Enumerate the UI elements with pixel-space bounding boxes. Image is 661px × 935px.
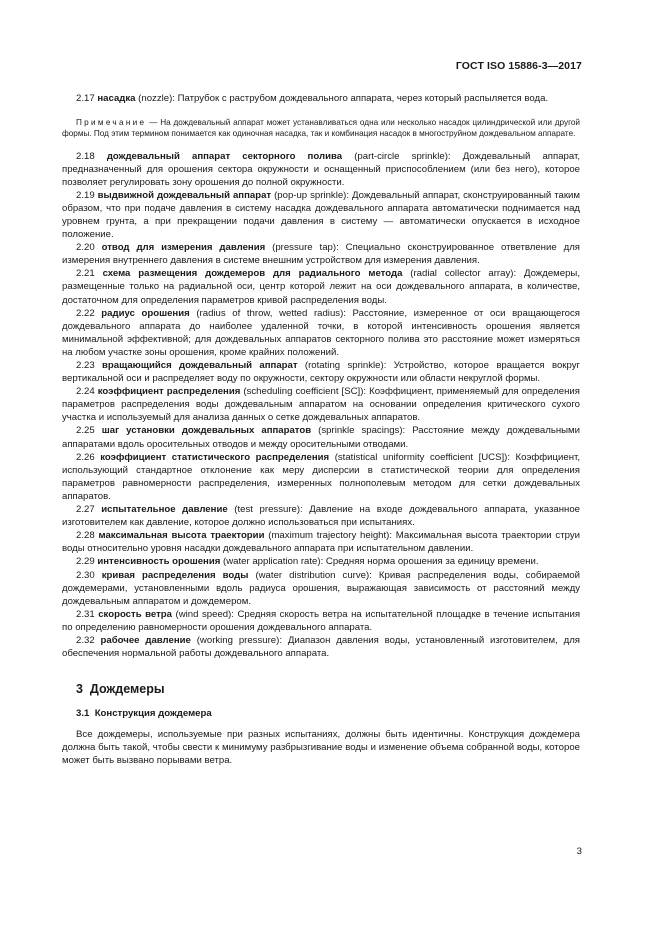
page-number: 3 (576, 846, 582, 857)
term-2-20: 2.20 отвод для измерения давления (pressure tap): Специально сконструированное ответвление для измерения внутреннего давления в системе внешним устройством для измерения давления. (62, 242, 580, 267)
term-2-27: 2.27 испытательное давление (test pressure): Давление на входе дождевального аппарата, указанное изготовителем как давление, которое должно использоваться при испытаниях. (62, 504, 580, 529)
note-text: — На дождевальный аппарат может устанавливаться одна или несколько насадок цилиндрической или другой формы. Под этим термином понимается как одиночная насадка, так и комбинация насадок в многоструйном дождевальном аппарате. (62, 118, 580, 139)
note-label: Примечание (76, 118, 147, 128)
term-2-18: 2.18 дождевальный аппарат секторного полива (part-circle sprinkle): Дождевальный аппарат, предназначенный для орошения сектора окружности и оснащенный приспособлением (или без него), которое позволяет регулировать зону орошения до полной окружности. (62, 150, 580, 188)
term-2-21: 2.21 схема размещения дождемеров для радиального метода (radial collector array): Дождемеры, размещенные только на радиальной оси, центр которой лежит на оси дождевального аппарата, в количестве, достаточном для определения параметров кривой распределения воды. (62, 268, 580, 306)
document-body (62, 92, 580, 767)
term-2-19: 2.19 выдвижной дождевальный аппарат (pop-up sprinkle): Дождевальный аппарат, сконструированный таким образом, что при подаче давления в систему насадка дождевального аппарата автоматически поднимается над уровнем грунта, а при прекращении подачи давления в систему — автоматически опускается в исходное положение. (62, 189, 580, 241)
section-body: Все дождемеры, используемые при разных испытаниях, должны быть идентичны. Конструкция дождемера должна быть такой, чтобы свести к минимуму разбрызгивание воды и изменение объема собранной воды, которое может быть вызвано порывами ветра. (62, 729, 580, 767)
term-2-22: 2.22 радиус орошения (radius of throw, wetted radius): Расстояние, измеренное от оси вращающегося дождевального аппарата до наиболее удаленной точки, в которой интенсивность орошения является минимальной эффективной; для дождевальных аппаратов секторного полива это расстояние может измеряться на любом участке зоны орошения, кроме крайних положений. (62, 307, 581, 358)
term-2-32: 2.32 рабочее давление (working pressure): Диапазон давления воды, установленный изготовителем, для обеспечения нормальной работы дождевального аппарата. (62, 634, 580, 660)
term-2-17: 2.17 насадка (nozzle): Патрубок с раструбом дождевального аппарата, через который распыляется вода. (76, 93, 549, 104)
term-2-29: 2.29 интенсивность орошения (water application rate): Средняя норма орошения за единицу времени. (76, 556, 539, 568)
term-2-30: 2.30 кривая распределения воды (water distribution curve): Кривая распределения воды, собираемой дождемерами, установленными вдоль радиуса орошения, выражающая зависимость от расстояний между дождевальным аппаратом и дождемером. (62, 569, 580, 607)
section-heading: 3 Дождемеры (76, 682, 165, 697)
term-2-31: 2.31 скорость ветра (wind speed): Средняя скорость ветра на испытательной площадке в течение испытания по определению равномерности орошения дождевального аппарата. (62, 608, 581, 633)
term-2-26: 2.26 коэффициент статистического распределения (statistical uniformity coefficient [UCS]): Коэффициент, использующий стандартное отклонение как меру дисперсии в статистической теории для определения параметров равномерности распределения, измеренных полнополевым методом для сетки дождевальных аппаратов. (62, 451, 580, 502)
subsection-heading: 3.1 Конструкция дождемера (76, 708, 212, 720)
term-2-28: 2.28 максимальная высота траектории (maximum trajectory height): Максимальная высота траектории струи воды относительно уровня насадки дождевального аппарата при испытательном давлении. (62, 530, 580, 555)
standard-header: ГОСТ ISO 15886-3—2017 (455, 60, 582, 72)
note (62, 117, 580, 139)
term-2-25: 2.25 шаг установки дождевальных аппаратов (sprinkle spacings): Расстояние между дождевальными аппаратами вдоль оросительных отводов и между оросительными отводами. (62, 425, 580, 450)
term-2-23: 2.23 вращающийся дождевальный аппарат (rotating sprinkle): Устройство, которое вращается вокруг вертикальной оси и распределяет воду по окружности, сектору окружности или области некруглой формы. (62, 360, 580, 385)
term-2-24: 2.24 коэффициент распределения (scheduling coefficient [SC]): Коэффициент, применяемый для определения параметров распределения воды дождевальным аппаратом на основании определения критического сухого участка и используемый для анализа данных о сетке дождевальных аппаратов. (62, 386, 580, 424)
